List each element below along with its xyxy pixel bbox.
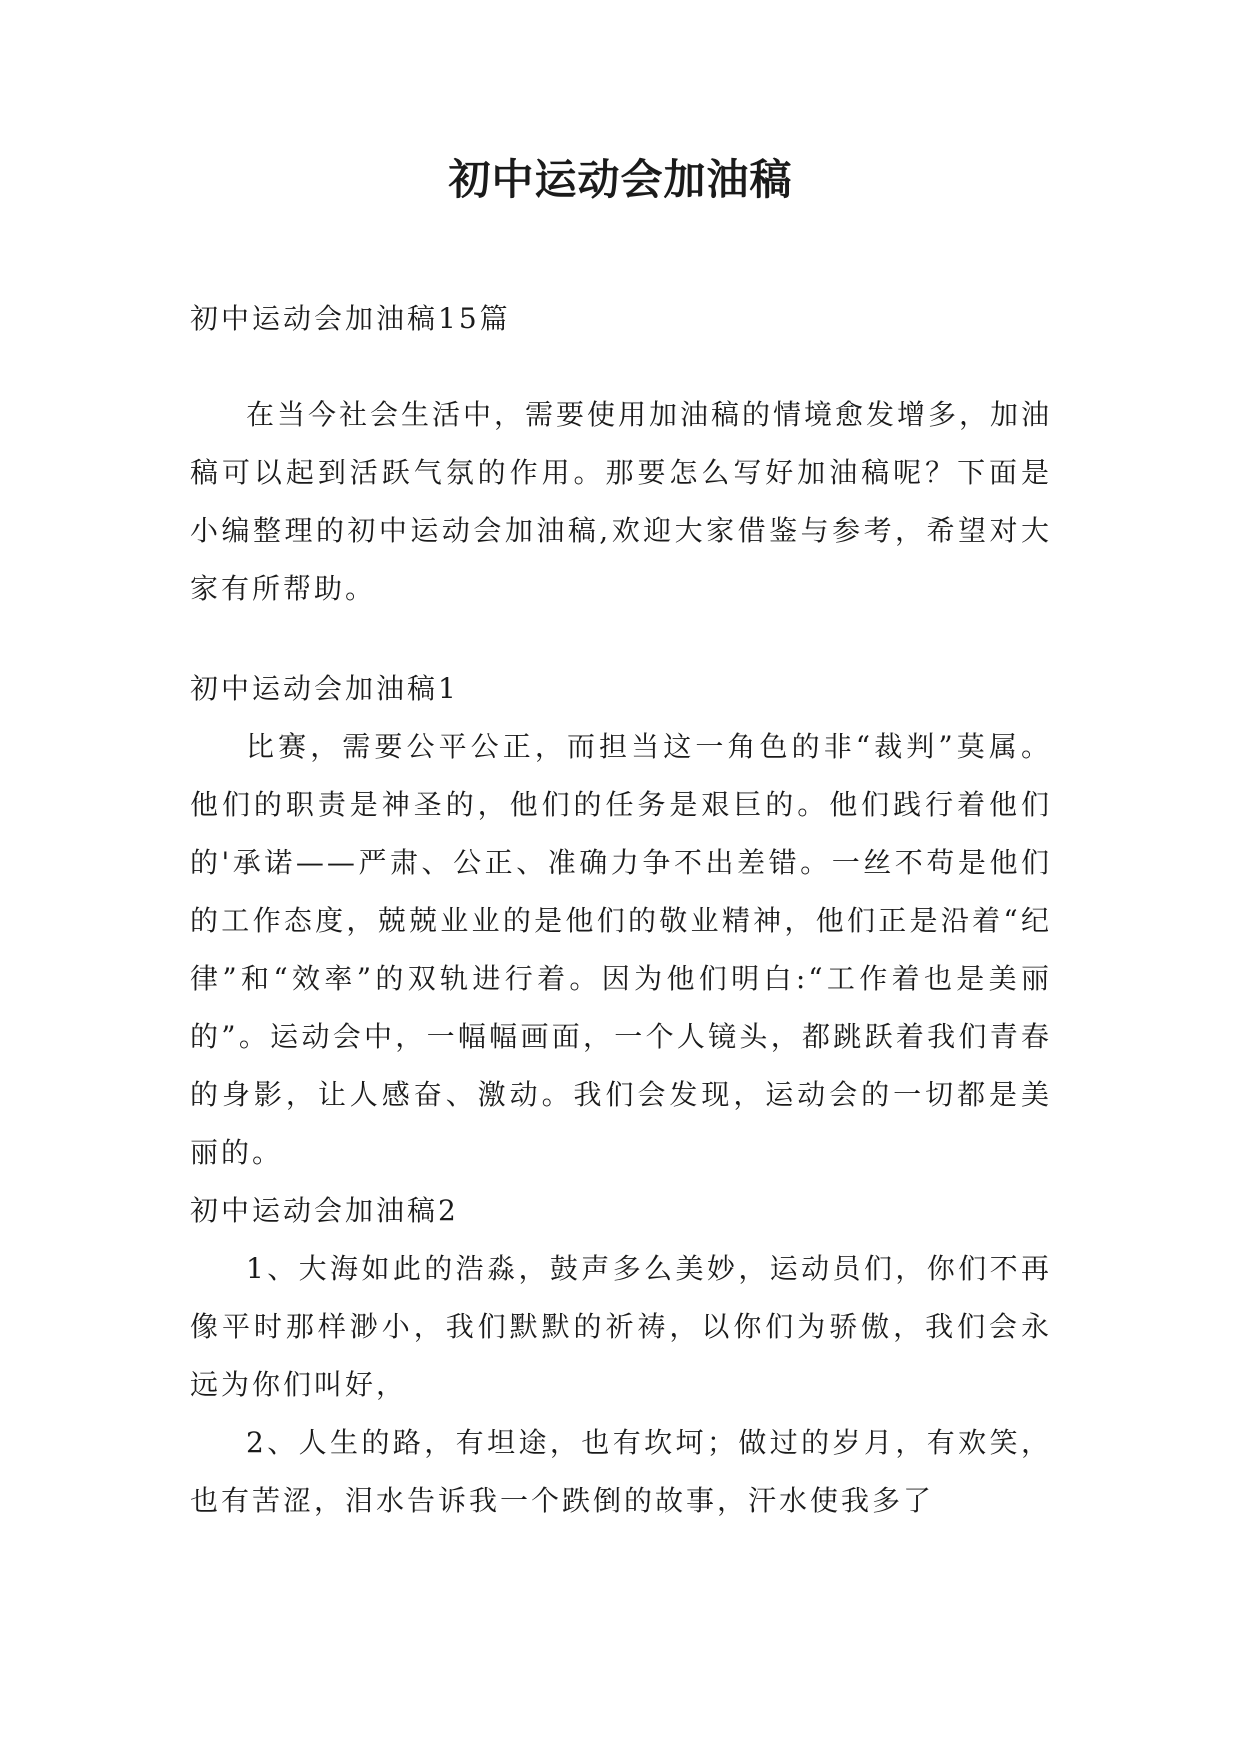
document-title: 初中运动会加油稿	[448, 155, 793, 204]
section-heading-2: 初中运动会加油稿2	[190, 1194, 459, 1227]
document-subtitle: 初中运动会加油稿15篇	[190, 302, 511, 335]
section-1-paragraph-1: 比赛，需要公平公正，而担当这一角色的非“裁判”莫属。他们的职责是神圣的，他们的任务是艰巨的。他们践行着他们的'承诺——严肃、公正、准确力争不出差错。一丝不苟是他们的工作态度，兢兢业业的是他们的敬业精神，他们正是沿着“纪律”和“效率”的双轨进行着。因为他们明白:“工作着也是美丽的”。运动会中，一幅幅画面，一个人镜头，都跳跃着我们青春的身影，让人感奋、激动。我们会发现，运动会的一切都是美丽的。	[190, 730, 1052, 1169]
section-2-paragraph-2: 2、人生的路，有坦途，也有坎坷；做过的岁月，有欢笑，也有苦涩，泪水告诉我一个跌倒的故事，汗水使我多了	[190, 1426, 1052, 1517]
section-heading-1: 初中运动会加油稿1	[190, 672, 459, 705]
section-spacer	[190, 618, 1052, 660]
document-body	[190, 290, 1052, 1530]
section-2-paragraph-1: 1、大海如此的浩淼，鼓声多么美妙，运动员们，你们不再像平时那样渺小，我们默默的祈祷，以你们为骄傲，我们会永远为你们叫好，	[190, 1252, 1052, 1401]
intro-paragraph: 在当今社会生活中，需要使用加油稿的情境愈发增多，加油稿可以起到活跃气氛的作用。那要怎么写好加油稿呢？下面是小编整理的初中运动会加油稿,欢迎大家借鉴与参考，希望对大家有所帮助。	[190, 398, 1053, 605]
